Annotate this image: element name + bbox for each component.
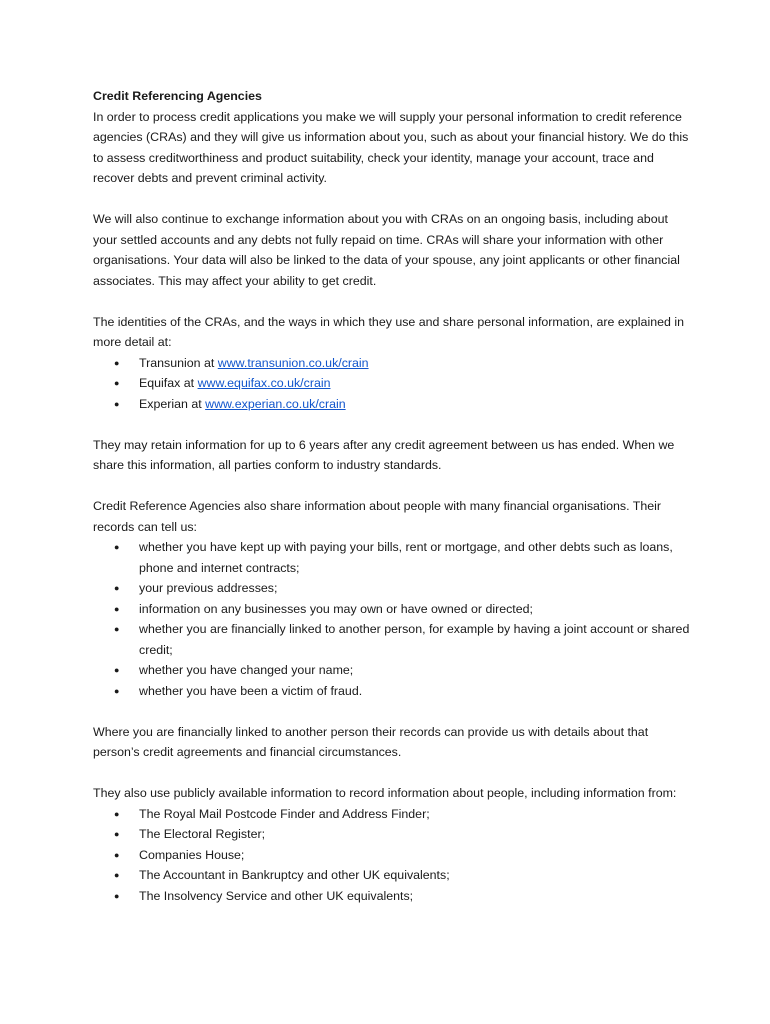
spacer (93, 291, 693, 312)
spacer (93, 189, 693, 210)
list-item: ● whether you have kept up with paying your bills, rent or mortgage, and other debts such as loans, phone and internet contracts; (93, 537, 693, 578)
spacer (93, 414, 693, 435)
list-item: ● information on any businesses you may own or have owned or directed; (93, 599, 693, 620)
list-item: ● The Royal Mail Postcode Finder and Address Finder; (93, 804, 693, 825)
paragraph-ongoing-exchange: We will also continue to exchange information about you with CRAs on an ongoing basis, including about your settled accounts and any debts not fully repaid on time. CRAs will share your information with other organisations. Your data will also be linked to the data of your spouse, any joint applicants or other financial associates. This may affect your ability to get credit. (93, 212, 680, 288)
experian-link[interactable]: www.experian.co.uk/crain (205, 396, 346, 411)
list-item-experian (93, 394, 693, 415)
list-item: ● Companies House; (93, 845, 693, 866)
cra-name: Experian at (139, 396, 206, 411)
cra-name: Equifax at (139, 376, 198, 390)
list-item: ● whether you have changed your name; (93, 660, 693, 681)
list-item: ● The Accountant in Bankruptcy and other UK equivalents; (93, 865, 693, 886)
spacer (93, 701, 693, 722)
sources-list (93, 804, 693, 907)
list-item-transunion (93, 353, 693, 374)
list-item: ● your previous addresses; (93, 578, 693, 599)
paragraph-public-info: They also use publicly available information to record information about people, including information from: (93, 786, 677, 800)
cra-list (93, 353, 693, 415)
paragraph-retention: They may retain information for up to 6 years after any credit agreement between us has ended. When we share this information, all parties conform to industry standards. (93, 437, 675, 472)
paragraph-financial-link: Where you are financially linked to another person their records can provide us with details about that person’s credit agreements and financial circumstances. (93, 724, 649, 759)
cra-name: Transunion at (139, 355, 218, 370)
document-page (93, 86, 693, 906)
paragraph-supply-info: In order to process credit applications you make we will supply your personal information to credit reference agencies (CRAs) and they will give us information about you, such as about your financial history. We do this to assess creditworthiness and product suitability, check your identity, manage your account, trace and recover debts and prevent criminal activity. (93, 109, 689, 185)
spacer (93, 763, 693, 784)
list-item: ● whether you have been a victim of fraud. (93, 681, 693, 702)
section-heading: Credit Referencing Agencies (93, 89, 262, 103)
transunion-link[interactable]: www.transunion.co.uk/crain (217, 355, 369, 370)
records-list (93, 537, 693, 701)
paragraph-cra-identities: The identities of the CRAs, and the ways in which they use and share personal information, are explained in more detail at: (93, 314, 684, 349)
equifax-link[interactable]: www.equifax.co.uk/crain (197, 376, 331, 390)
spacer (93, 476, 693, 497)
list-item: ● The Insolvency Service and other UK equivalents; (93, 886, 693, 907)
list-item: ● whether you are financially linked to another person, for example by having a joint account or shared credit; (93, 619, 693, 660)
list-item: ● The Electoral Register; (93, 824, 693, 845)
list-item-equifax (93, 373, 693, 394)
paragraph-records-intro: Credit Reference Agencies also share information about people with many financial organisations. Their records can tell us: (93, 499, 661, 534)
